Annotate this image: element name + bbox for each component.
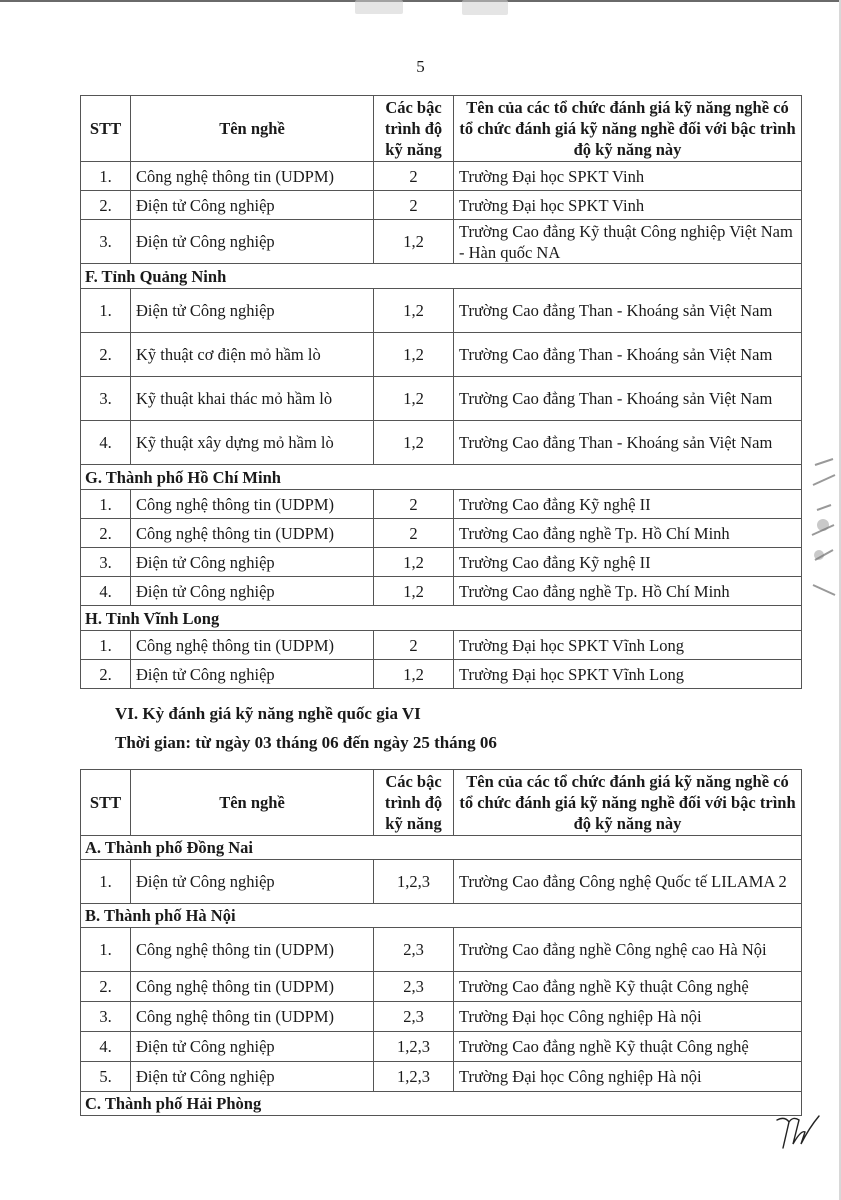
section-row-quang-ninh [81,264,802,289]
cell-stt: 1. [81,162,131,191]
cell-stt: 3. [81,548,131,577]
cell-stt: 2. [81,972,131,1002]
cell-level: 2,3 [374,972,454,1002]
scan-edge-top [0,0,841,2]
cell-org: Trường Cao đẳng nghề Công nghệ cao Hà Nội [454,928,802,972]
cell-name: Kỹ thuật xây dựng mỏ hầm lò [131,421,374,465]
scan-artifact [355,0,403,14]
cell-level: 1,2 [374,577,454,606]
section-row-hai-phong [81,1092,802,1116]
page-number: 5 [416,57,425,76]
table-row [81,972,802,1002]
assessment-table-vi [80,769,802,1116]
assessment-table-continued [80,95,802,689]
table-row [81,490,802,519]
cell-name: Điện tử Công nghiệp [131,289,374,333]
table-header-row [81,96,802,162]
cell-level: 2 [374,519,454,548]
section-row-dong-nai [81,836,802,860]
section-title: C. Thành phố Hải Phòng [81,1092,802,1116]
cell-level: 1,2,3 [374,860,454,904]
cell-stt: 4. [81,577,131,606]
cell-stt: 2. [81,333,131,377]
cell-stt: 1. [81,928,131,972]
section-row-vinh-long [81,606,802,631]
cell-org: Trường Cao đẳng nghề Kỹ thuật Công nghệ [454,1032,802,1062]
header-level: Các bậc trình độ kỹ năng [374,770,454,836]
cell-name: Công nghệ thông tin (UDPM) [131,519,374,548]
cell-level: 1,2 [374,421,454,465]
header-org: Tên của các tổ chức đánh giá kỹ năng nghề có tổ chức đánh giá kỹ năng nghề đối với bậc trình độ kỹ năng này [454,770,802,836]
cell-name: Công nghệ thông tin (UDPM) [131,490,374,519]
table-row [81,289,802,333]
cell-name: Kỹ thuật cơ điện mỏ hầm lò [131,333,374,377]
cell-level: 2 [374,490,454,519]
section-time: Thời gian: từ ngày 03 tháng 06 đến ngày 25 tháng 06 [115,733,497,752]
cell-name: Điện tử Công nghiệp [131,1062,374,1092]
cell-stt: 1. [81,631,131,660]
table-row [81,860,802,904]
cell-name: Công nghệ thông tin (UDPM) [131,631,374,660]
cell-level: 2 [374,191,454,220]
table-row [81,191,802,220]
cell-level: 2,3 [374,1002,454,1032]
cell-name: Điện tử Công nghiệp [131,220,374,264]
cell-org: Trường Đại học Công nghiệp Hà nội [454,1062,802,1092]
signature-initials [775,1110,825,1160]
cell-stt: 4. [81,421,131,465]
cell-name: Kỹ thuật khai thác mỏ hầm lò [131,377,374,421]
cell-org: Trường Cao đẳng nghề Tp. Hồ Chí Minh [454,577,802,606]
cell-level: 1,2 [374,377,454,421]
cell-name: Công nghệ thông tin (UDPM) [131,1002,374,1032]
cell-level: 1,2,3 [374,1032,454,1062]
table-row [81,519,802,548]
cell-org: Trường Đại học SPKT Vinh [454,162,802,191]
cell-stt: 1. [81,490,131,519]
cell-stt: 3. [81,1002,131,1032]
table-header-row [81,770,802,836]
cell-name: Điện tử Công nghiệp [131,577,374,606]
cell-org: Trường Cao đẳng Kỹ nghệ II [454,490,802,519]
cell-name: Điện tử Công nghiệp [131,860,374,904]
cell-stt: 1. [81,860,131,904]
cell-stt: 2. [81,660,131,689]
cell-stt: 2. [81,191,131,220]
cell-org: Trường Đại học SPKT Vĩnh Long [454,631,802,660]
table-row [81,162,802,191]
cell-org: Trường Cao đẳng Kỹ nghệ II [454,548,802,577]
cell-level: 1,2,3 [374,1062,454,1092]
cell-org: Trường Đại học SPKT Vĩnh Long [454,660,802,689]
cell-name: Điện tử Công nghiệp [131,1032,374,1062]
cell-org: Trường Đại học Công nghiệp Hà nội [454,1002,802,1032]
cell-stt: 3. [81,220,131,264]
section-title: B. Thành phố Hà Nội [81,904,802,928]
cell-org: Trường Cao đẳng nghề Tp. Hồ Chí Minh [454,519,802,548]
cell-org: Trường Cao đẳng Công nghệ Quốc tế LILAMA 2 [454,860,802,904]
table-row [81,1002,802,1032]
table-row [81,1032,802,1062]
cell-org: Trường Cao đẳng Than - Khoáng sản Việt Nam [454,289,802,333]
table-row [81,333,802,377]
header-org: Tên của các tổ chức đánh giá kỹ năng nghề có tổ chức đánh giá kỹ năng nghề đối với bậc trình độ kỹ năng này [454,96,802,162]
cell-name: Công nghệ thông tin (UDPM) [131,928,374,972]
cell-level: 2,3 [374,928,454,972]
cell-stt: 4. [81,1032,131,1062]
section-title: H. Tỉnh Vĩnh Long [81,606,802,631]
table-row [81,631,802,660]
cell-name: Điện tử Công nghiệp [131,191,374,220]
table-row [81,660,802,689]
section-title: A. Thành phố Đồng Nai [81,836,802,860]
cell-level: 2 [374,162,454,191]
cell-level: 1,2 [374,333,454,377]
cell-stt: 1. [81,289,131,333]
cell-stt: 3. [81,377,131,421]
margin-stamp-mark [809,455,837,605]
cell-level: 2 [374,631,454,660]
cell-stt: 5. [81,1062,131,1092]
cell-name: Công nghệ thông tin (UDPM) [131,972,374,1002]
cell-level: 1,2 [374,220,454,264]
cell-org: Trường Cao đẳng nghề Kỹ thuật Công nghệ [454,972,802,1002]
header-level: Các bậc trình độ kỹ năng [374,96,454,162]
cell-level: 1,2 [374,289,454,333]
table-row [81,928,802,972]
header-stt: STT [81,770,131,836]
cell-level: 1,2 [374,548,454,577]
header-stt: STT [81,96,131,162]
table-row [81,421,802,465]
section-title: G. Thành phố Hồ Chí Minh [81,465,802,490]
section-title: F. Tỉnh Quảng Ninh [81,264,802,289]
cell-org: Trường Cao đẳng Kỹ thuật Công nghiệp Việt Nam - Hàn quốc NA [454,220,802,264]
cell-stt: 2. [81,519,131,548]
cell-level: 1,2 [374,660,454,689]
cell-org: Trường Cao đẳng Than - Khoáng sản Việt Nam [454,333,802,377]
section-heading: VI. Kỳ đánh giá kỹ năng nghề quốc gia VI [115,704,421,723]
table-row [81,577,802,606]
cell-name: Điện tử Công nghiệp [131,548,374,577]
cell-org: Trường Đại học SPKT Vinh [454,191,802,220]
cell-name: Công nghệ thông tin (UDPM) [131,162,374,191]
scan-artifact [462,0,508,15]
cell-org: Trường Cao đẳng Than - Khoáng sản Việt Nam [454,377,802,421]
table-row [81,548,802,577]
table-row [81,377,802,421]
section-row-ha-noi [81,904,802,928]
table-row [81,1062,802,1092]
header-name: Tên nghề [131,96,374,162]
table-row [81,220,802,264]
header-name: Tên nghề [131,770,374,836]
cell-org: Trường Cao đẳng Than - Khoáng sản Việt Nam [454,421,802,465]
cell-name: Điện tử Công nghiệp [131,660,374,689]
section-row-ho-chi-minh [81,465,802,490]
